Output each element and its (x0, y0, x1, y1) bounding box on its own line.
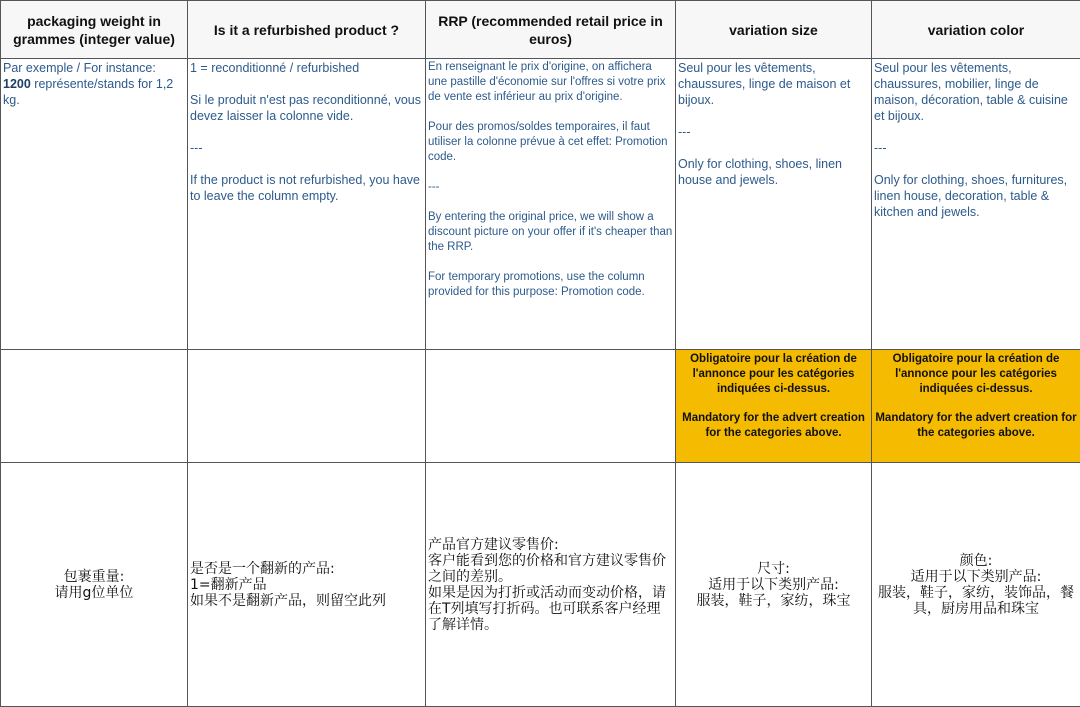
zh-color-cell[interactable]: 颜色: 适用于以下类别产品: 服装，鞋子，家纺，装饰品，餐具，厨房用品和珠宝 (872, 463, 1080, 707)
header-color[interactable]: variation color (872, 1, 1080, 59)
desc-refurbished-line: If the product is not refurbished, you have to leave the column empty. (190, 172, 423, 204)
zh-rrp-cell[interactable]: 产品官方建议零售价: 客户能看到您的价格和官方建议零售价之间的差别。 如果是因为打折或活动而变动价格，请在T列填写打折码。也可联系客户经理了解详情。 (426, 463, 676, 707)
desc-rrp-line: For temporary promotions, use the column provided for this purpose: Promotion code. (428, 270, 673, 300)
mandatory-refurbished-cell[interactable] (188, 350, 426, 463)
mandatory-weight-cell[interactable] (1, 350, 188, 463)
desc-rrp-cell[interactable] (426, 59, 676, 350)
desc-rrp-line: By entering the original price, we will show a discount picture on your offer if it's cheaper than the RRP. (428, 210, 673, 255)
zh-size-cell[interactable]: 尺寸: 适用于以下类别产品: 服装，鞋子，家纺，珠宝 (676, 463, 872, 707)
desc-size-cell[interactable] (676, 59, 872, 350)
mandatory-size-en: Mandatory for the advert creation for the categories above. (678, 411, 869, 441)
mandatory-size-fr: Obligatoire pour la création de l'annonce pour les catégories indiquées ci-dessus. (678, 352, 869, 397)
description-row (1, 59, 1080, 350)
desc-color-cell[interactable] (872, 59, 1080, 350)
mandatory-rrp-cell[interactable] (426, 350, 676, 463)
desc-size-line: Only for clothing, shoes, linen house and jewels. (678, 156, 869, 188)
desc-weight-cell[interactable] (1, 59, 188, 350)
mandatory-color-fr: Obligatoire pour la création de l'annonce pour les catégories indiquées ci-dessus. (874, 352, 1078, 397)
desc-color-line: Only for clothing, shoes, furnitures, linen house, decoration, table & kitchen and jewels. (874, 172, 1078, 220)
desc-weight-prefix: Par exemple / For instance: (3, 61, 156, 75)
desc-rrp-line: Pour des promos/soldes temporaires, il faut utiliser la colonne prévue à cet effet: Promotion code. (428, 120, 673, 165)
header-refurbished[interactable]: Is it a refurbished product ? (188, 1, 426, 59)
desc-size-separator: --- (678, 124, 869, 140)
desc-color-line: Seul pour les vêtements, chaussures, mobilier, linge de maison, décoration, table & cuisine et bijoux. (874, 60, 1078, 124)
header-rrp[interactable]: RRP (recommended retail price in euros) (426, 1, 676, 59)
desc-weight-suffix: représente/stands for 1,2 kg. (3, 77, 173, 107)
desc-refurbished-separator: --- (190, 140, 423, 156)
desc-rrp-line: En renseignant le prix d'origine, on affichera une pastille d'économie sur l'offres si votre prix de vente est inférieur au prix d'origine. (428, 60, 673, 105)
desc-weight-bold: 1200 (3, 77, 31, 91)
mandatory-color-cell[interactable] (872, 350, 1080, 463)
mandatory-row (1, 350, 1080, 463)
desc-rrp-separator: --- (428, 180, 673, 195)
zh-weight-cell[interactable]: 包裹重量: 请用g位单位 (1, 463, 188, 707)
desc-refurbished-cell[interactable] (188, 59, 426, 350)
desc-refurbished-line: Si le produit n'est pas reconditionné, vous devez laisser la colonne vide. (190, 92, 423, 124)
header-row (1, 1, 1080, 59)
desc-color-separator: --- (874, 140, 1078, 156)
chinese-row (1, 463, 1080, 707)
desc-refurbished-line: 1 = reconditionné / refurbished (190, 60, 423, 76)
header-size[interactable]: variation size (676, 1, 872, 59)
zh-refurbished-cell[interactable]: 是否是一个翻新的产品: 1=翻新产品 如果不是翻新产品，则留空此列 (188, 463, 426, 707)
desc-size-line: Seul pour les vêtements, chaussures, linge de maison et bijoux. (678, 60, 869, 108)
header-weight[interactable]: packaging weight in grammes (integer value) (1, 1, 188, 59)
mandatory-color-en: Mandatory for the advert creation for the categories above. (874, 411, 1078, 441)
mandatory-size-cell[interactable] (676, 350, 872, 463)
